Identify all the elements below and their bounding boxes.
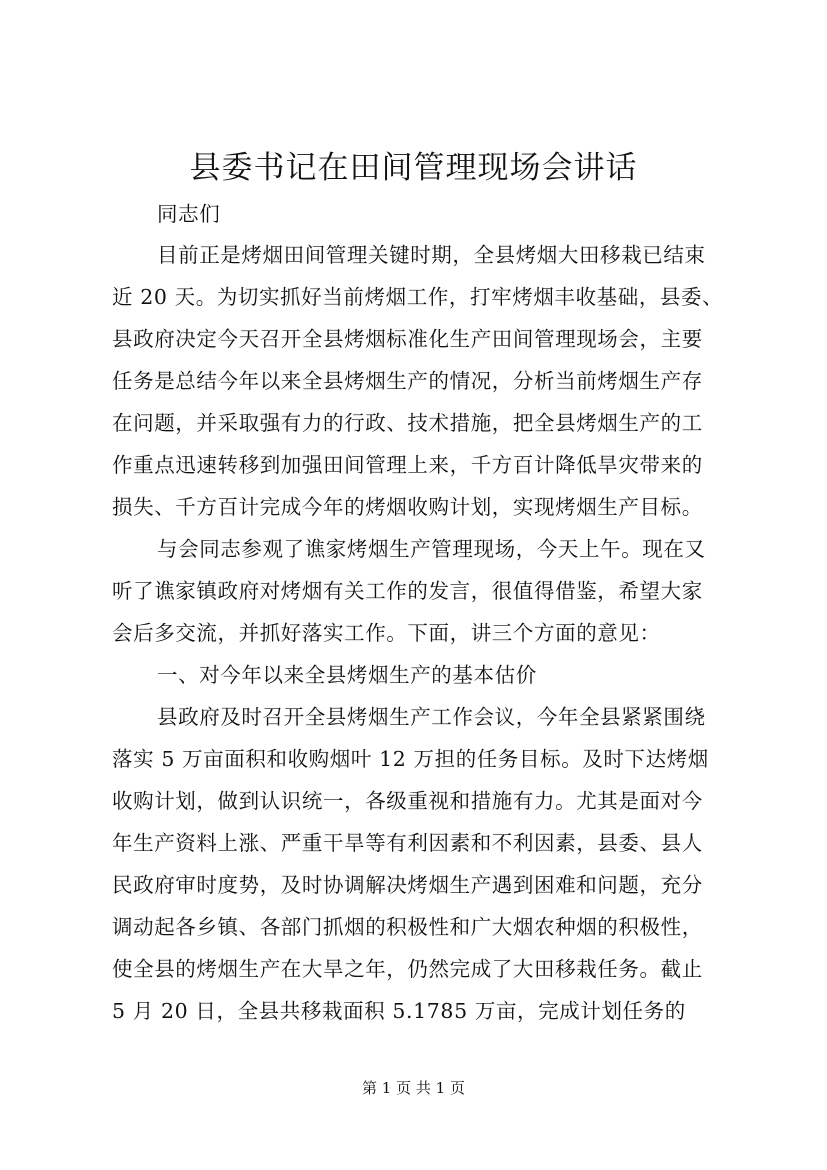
salutation-line: 同志们 <box>157 202 221 226</box>
document-title: 县委书记在田间管理现场会讲话 <box>189 150 638 186</box>
body-line: 民政府审时度势，及时协调解决烤烟生产遇到困难和问题，充分 <box>112 873 703 897</box>
section-heading: 一、对今年以来全县烤烟生产的基本估价 <box>157 663 537 687</box>
body-line: 任务是总结今年以来全县烤烟生产的情况，分析当前烤烟生产存 <box>112 369 703 393</box>
body-line: 县政府及时召开全县烤烟生产工作会议，今年全县紧紧围绕 <box>157 705 706 729</box>
body-line: 落实 5 万亩面积和收购烟叶 12 万担的任务目标。及时下达烤烟 <box>112 747 709 771</box>
body-line: 损失、千方百计完成今年的烤烟收购计划，实现烤烟生产目标。 <box>112 495 703 519</box>
body-line: 县政府决定今天召开全县烤烟标准化生产田间管理现场会，主要 <box>112 327 703 351</box>
body-line: 使全县的烤烟生产在大旱之年，仍然完成了大田移栽任务。截止 <box>112 957 703 981</box>
body-line: 5 月 20 日，全县共移栽面积 5.1785 万亩，完成计划任务的 <box>112 999 686 1023</box>
body-line: 年生产资料上涨、严重干旱等有利因素和不利因素，县委、县人 <box>112 831 703 855</box>
body-line: 目前正是烤烟田间管理关键时期，全县烤烟大田移栽已结束 <box>157 243 706 267</box>
body-line: 调动起各乡镇、各部门抓烟的积极性和广大烟农种烟的积极性， <box>112 915 703 939</box>
page-footer: 第 1 页 共 1 页 <box>362 1079 465 1097</box>
body-line: 听了谯家镇政府对烤烟有关工作的发言，很值得借鉴，希望大家 <box>112 579 703 603</box>
body-line: 会后多交流，并抓好落实工作。下面，讲三个方面的意见： <box>112 621 661 645</box>
body-line: 近 20 天。为切实抓好当前烤烟工作，打牢烤烟丰收基础，县委、 <box>112 285 724 309</box>
body-line: 在问题，并采取强有力的行政、技术措施，把全县烤烟生产的工 <box>112 411 703 435</box>
body-line: 作重点迅速转移到加强田间管理上来，千方百计降低旱灾带来的 <box>112 453 703 477</box>
body-line: 收购计划，做到认识统一，各级重视和措施有力。尤其是面对今 <box>112 789 703 813</box>
body-line: 与会同志参观了谯家烤烟生产管理现场，今天上午。现在又 <box>157 537 706 561</box>
